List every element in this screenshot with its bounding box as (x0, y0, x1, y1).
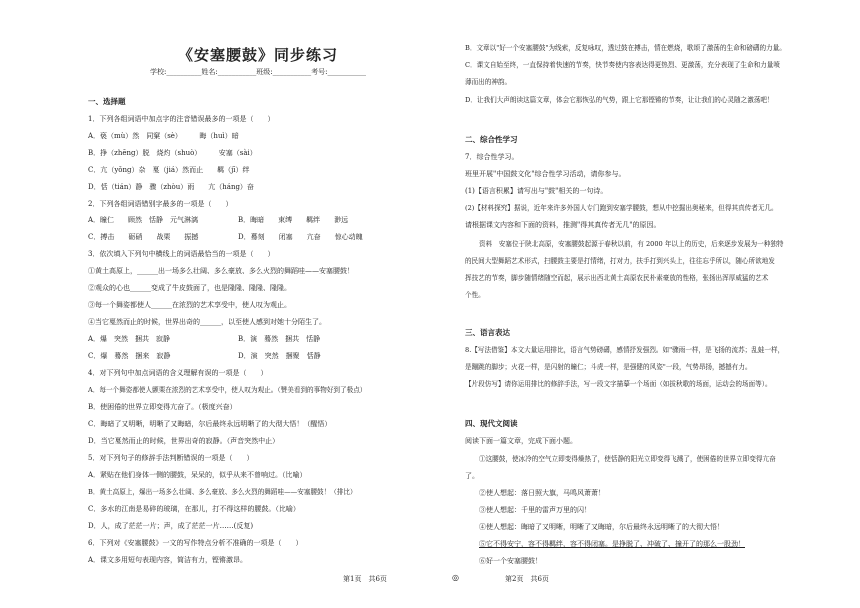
q3-option-a: A．爆 突然 捆共 寂静 (88, 335, 171, 343)
q6-option-a: A．课文多用短句表现内容，简洁有力，铿锵激昂。 (88, 556, 248, 564)
page-number-right: 第2页 共6页 (505, 575, 549, 583)
question-4: 4．对下列句中加点词语的含义理解有误的一项是（ ） (88, 369, 268, 377)
q2-option-b: B．晦暗 束缚 羁绊 渺远 (238, 216, 349, 224)
q3-option-c: C．爆 蓦然 捆来 寂静 (88, 352, 171, 360)
passage-paragraph-5: ⑤它不得安宁，容不得羁绊，容不得闭塞。是挣脱了、冲破了、撞开了的那么一股劲！ (479, 540, 745, 548)
q2-row-1 (88, 216, 428, 225)
q3-sentence-4: ④当它戛然而止的时候，世界出奇的______，以至使人感到对她十分陌生了。 (88, 318, 326, 326)
section-heading-choice: 一、选择题 (88, 97, 126, 106)
q3-row-1 (88, 335, 428, 344)
q6-option-c: C．课文自始至终，一直保持着快速的节奏，快节奏使内容表达得更热烈、更激荡，充分表现了生命和力量喷 (465, 61, 780, 69)
question-6: 6．下列对《安塞腰鼓》一文的写作特点分析不准确的一项是（ ） (88, 539, 303, 547)
q6-option-d: D．让我们大声朗读这篇文章，体会它那恢弘的气势，跟上它那铿锵的节奏，让让我们的心灵随之激荡吧！ (465, 96, 774, 104)
q7-material-1: 资料 安塞位于陕北高原，安塞腰鼓起源于春秋以前，有 2000 年以上的历史，后来逐步发展为一种独特 (479, 240, 784, 248)
q4-option-d: D．当它戛然而止的时候，世界出奇的寂静。（声音突然中止） (88, 437, 280, 445)
binding-circle-icon: ◎ (452, 573, 459, 582)
passage-paragraph-2: ②使人想起：落日照大旗，马鸣风萧萧！ (479, 489, 605, 497)
q7-material-2: 的民间大型舞蹈艺术形式，扫腰鼓主要是打情绪，打对力，扶手打到兴头上，往往忘乎所以，随心所欲地发 (465, 257, 775, 265)
q7-part-2: (2)【材料探究】据说，近年来许多外国人专门跑到安塞学腰鼓，想从中挖掘出奥秘来，但得其真传者无几。 (465, 204, 778, 212)
passage-paragraph-1-cont: 了。 (465, 472, 479, 480)
section-heading-comprehensive: 二、综合性学习 (465, 135, 518, 144)
question-2: 2．下列各组词语错别字最多的一项是（ ） (88, 200, 233, 208)
q6-option-b: B．文章以"好一个安塞腰鼓"为线索，反复咏叹，透过鼓在搏击，情在燃烧，歌颂了激荡的生命和磅礴的力量。 (465, 44, 786, 52)
question-5: 5．对下列句子的修辞手法判断错误的一项是（ ） (88, 454, 254, 462)
q7-material-3: 挥技艺的节奏，脚步随情绪随空而起，展示出西北黄土高原农民朴素豪放的性格，张扬出浑厚威猛的艺术 (465, 274, 769, 282)
reading-instruction: 阅读下面一篇文章，完成下面小题。 (465, 437, 577, 445)
document-title: 《安塞腰鼓》同步练习 (177, 46, 338, 64)
question-8: 8.【写法借鉴】本文大量运用排比，语言气势磅礴，感情抒发强烈。如"骤雨一样，是飞扬的流苏；乱蛙一样， (465, 346, 785, 354)
q7-intro: 班里开展"中国鼓文化"综合性学习活动，请你参与。 (465, 170, 626, 178)
q5-option-c: C．多水的江南是易碎的玻璃，在那儿，打不得这样的腰鼓。（比喻） (88, 505, 300, 513)
question-3: 3．依次填入下列句中横线上的词语最恰当的一项是（ ） (88, 250, 275, 258)
q4-option-a: A．每一个舞姿都使人颤栗在浓烈的艺术享受中，使人叹为观止。（赞美看到的事物好到了极点） (88, 386, 367, 394)
q5-option-a: A．紧贴在他们身体一侧的腰鼓，呆呆的，似乎从来不曾响过。（比喻） (88, 471, 307, 479)
q2-row-2 (88, 233, 428, 242)
q3-sentence-2: ②观众的心也______变成了牛皮鼓面了，也是隆隆、隆隆、隆隆。 (88, 284, 291, 292)
q1-option-b: B．挣（zhēng）脱 烧灼（shuò） 安塞（sài） (88, 149, 257, 157)
question-7: 7．综合性学习。 (465, 153, 519, 161)
q5-option-d: D．人，成了茫茫一片；声，成了茫茫一片……(反复) (88, 522, 254, 530)
q7-material-4: 个性。 (465, 291, 485, 299)
passage-paragraph-3: ③使人想起：千里的雷声万里的闪！ (479, 506, 591, 514)
q2-option-c: C．搏击 砺硝 战栗 振撼 (88, 233, 199, 241)
page-number-left: 第1页 共6页 (343, 575, 387, 583)
q7-part-2-cont: 请根据课文内容和下面的资料，推测"得其真传者无几"的原因。 (465, 221, 661, 229)
q8-cont: 是蹦跳的脚步；火花一样，是闪射的瞳仁；斗虎一样，是强健的风姿"一段，气势昂扬，撼撼有力。 (465, 363, 752, 371)
q6-option-c-cont: 薄而出的神韵。 (465, 78, 512, 86)
passage-paragraph-1: ①这腰鼓，使冰冷的空气立即变得燥热了，使恬静的阳光立即变得飞溅了，使困倦的世界立即变得亢奋 (479, 455, 776, 463)
section-heading-reading: 四、现代文阅读 (465, 419, 518, 428)
q1-option-c: C．亢（yǒng）杂 戛（jiá）然而止 羁（jī）绊 (88, 166, 250, 174)
q3-row-2 (88, 352, 428, 361)
q8-task: 【片段仿写】请你运用排比的修辞手法，写一段文字描摹一个场面（如拔秋歌的场面，运动会的场面等）。 (465, 380, 772, 388)
q1-option-d: D．恬（tián）静 骤（zhòu）雨 亢（háng）奋 (88, 183, 254, 191)
q4-option-b: B．使困倦的世界立即变得亢奋了。（极度兴奋） (88, 403, 237, 411)
q4-option-c: C．晦暗了又明晰，明晰了又晦暗，尔后最终永远明晰了的大彻大悟！（醒悟） (88, 420, 332, 428)
q7-part-1: (1)【语言积累】请写出与"鼓"相关的一句诗。 (465, 187, 608, 195)
q5-option-b: B．黄土高原上，爆出一场多么壮阔、多么豪放、多么火烈的舞蹈哇——安塞腰鼓！（排比） (88, 488, 357, 496)
question-1: 1．下列各组词语中加点字的注音错误最多的一项是（ ） (88, 115, 275, 123)
passage-paragraph-4: ④使人想起：晦暗了又明晰，明晰了又晦暗，尔后最终永远明晰了的大彻大悟！ (479, 523, 724, 531)
q2-option-a: A．瞳仁 顾然 恬静 元气淋漓 (88, 216, 199, 224)
q2-option-d: D．蓦刻 闭塞 亢奋 惊心动魄 (238, 233, 363, 241)
q3-sentence-3: ③每一个舞姿都使人______在浓烈的艺术享受中，使人叹为观止。 (88, 301, 291, 309)
q3-option-b: B．演 蓦然 捆共 恬静 (238, 335, 321, 343)
q1-option-a: A．亵（mù）然 同窠（sè） 晦（huì）暗 (88, 132, 239, 140)
q3-option-d: D．演 突然 捆聚 恬静 (238, 352, 321, 360)
passage-paragraph-6: ⑥好一个安塞腰鼓！ (479, 557, 542, 565)
student-info-line: 学校:__________姓名:___________班级:___________考号:___________ (150, 68, 366, 76)
q3-sentence-1: ①黄土高原上，______出一场多么壮阔、多么豪放、多么火烈的舞蹈哇——安塞腰鼓！ (88, 267, 354, 275)
section-heading-expression: 三、语言表达 (465, 328, 510, 337)
